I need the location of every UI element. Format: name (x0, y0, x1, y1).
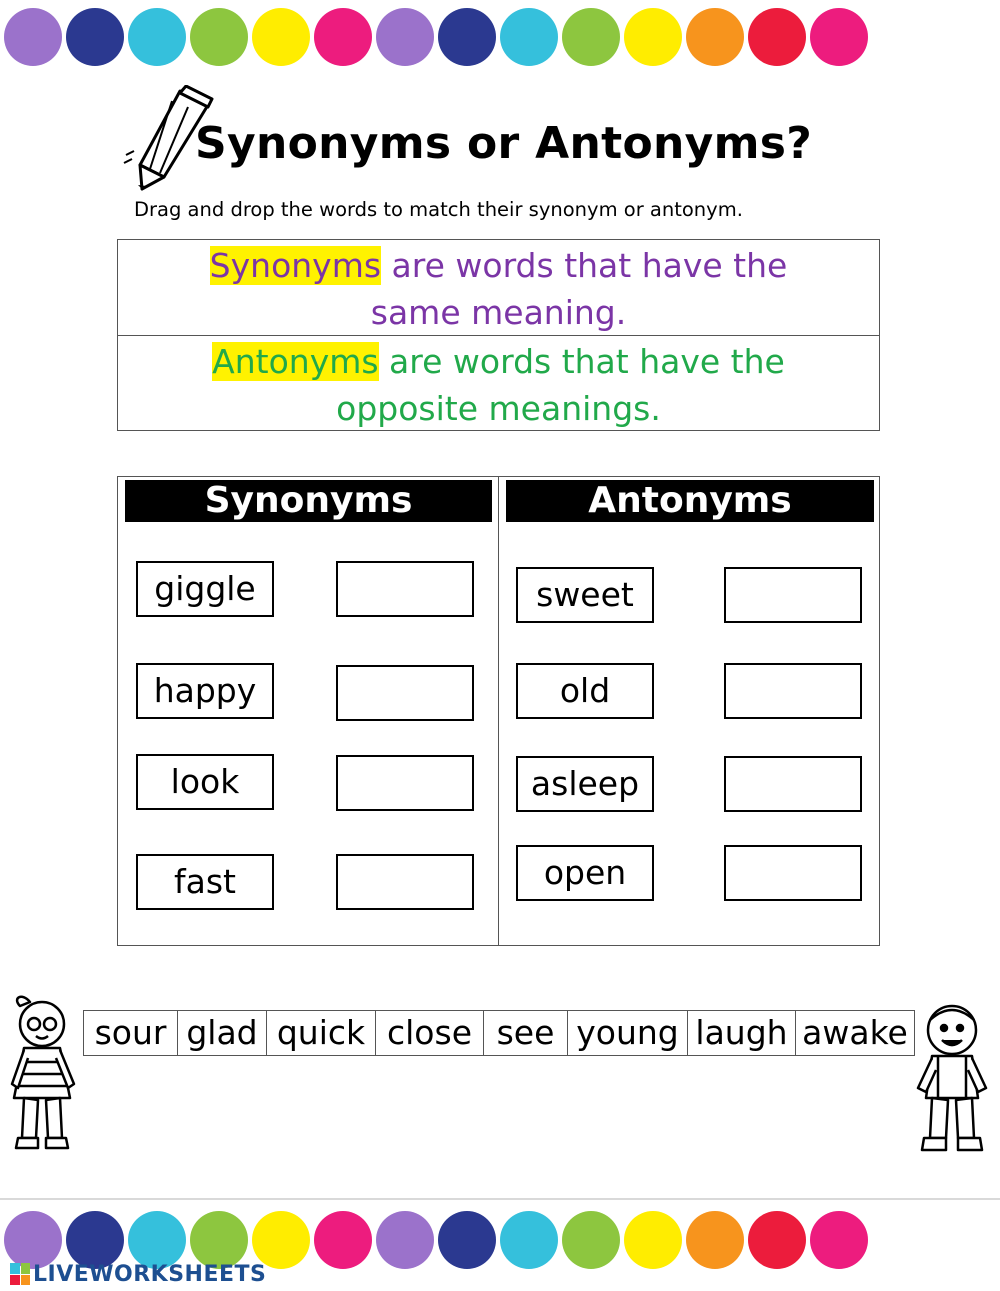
page-title: Synonyms or Antonyms? (195, 118, 813, 169)
decorative-dot (4, 8, 62, 66)
word-bank-item[interactable]: quick (267, 1011, 376, 1055)
word-bank-item[interactable]: close (376, 1011, 484, 1055)
word-bank-item[interactable]: laugh (688, 1011, 796, 1055)
antonym-word-old: old (516, 663, 654, 719)
decorative-dot (624, 8, 682, 66)
synonym-word-happy: happy (136, 663, 274, 719)
antonyms-column-header: Antonyms (506, 480, 874, 522)
matching-table (117, 476, 880, 946)
liveworksheets-logo (10, 1260, 266, 1288)
antonyms-definition (118, 336, 879, 432)
boy-illustration (912, 998, 992, 1163)
synonym-drop-target-3[interactable] (336, 755, 474, 811)
antonym-word-open: open (516, 845, 654, 901)
decorative-dot (252, 8, 310, 66)
liveworksheets-logo-icon (10, 1263, 30, 1285)
synonyms-definition (118, 240, 879, 336)
top-dot-border (0, 5, 1000, 69)
decorative-dot (376, 1211, 434, 1269)
word-bank-item[interactable]: glad (178, 1011, 267, 1055)
antonym-word-asleep: asleep (516, 756, 654, 812)
decorative-dot (190, 8, 248, 66)
synonym-word-fast: fast (136, 854, 274, 910)
antonym-drop-target-4[interactable] (724, 845, 862, 901)
decorative-dot (438, 8, 496, 66)
antonym-word-sweet: sweet (516, 567, 654, 623)
word-bank-item[interactable]: young (568, 1011, 688, 1055)
synonym-drop-target-2[interactable] (336, 665, 474, 721)
decorative-dot (438, 1211, 496, 1269)
decorative-dot (66, 8, 124, 66)
synonym-drop-target-1[interactable] (336, 561, 474, 617)
decorative-dot (686, 8, 744, 66)
bottom-divider (0, 1198, 1000, 1200)
word-bank-item[interactable]: awake (802, 1013, 908, 1052)
decorative-dot (810, 1211, 868, 1269)
girl-illustration (8, 988, 88, 1158)
synonym-word-giggle: giggle (136, 561, 274, 617)
synonym-word-look: look (136, 754, 274, 810)
column-divider (498, 477, 499, 945)
word-bank (83, 1010, 915, 1056)
word-bank-item[interactable]: see (484, 1011, 568, 1055)
liveworksheets-logo-text: LIVEWORKSHEETS (33, 1261, 267, 1287)
synonyms-term: Synonyms (209, 246, 382, 285)
instructions: Drag and drop the words to match their synonym or antonym. (134, 198, 743, 221)
decorative-dot (624, 1211, 682, 1269)
decorative-dot (314, 8, 372, 66)
synonyms-column-header: Synonyms (125, 480, 492, 522)
decorative-dot (748, 8, 806, 66)
decorative-dot (748, 1211, 806, 1269)
decorative-dot (562, 1211, 620, 1269)
decorative-dot (686, 1211, 744, 1269)
antonym-drop-target-2[interactable] (724, 663, 862, 719)
synonym-drop-target-4[interactable] (336, 854, 474, 910)
decorative-dot (500, 8, 558, 66)
decorative-dot (500, 1211, 558, 1269)
decorative-dot (314, 1211, 372, 1269)
antonyms-definition-line1: are words that have the (378, 342, 785, 381)
antonyms-definition-line2: opposite meanings. (336, 389, 661, 428)
antonym-drop-target-1[interactable] (724, 567, 862, 623)
decorative-dot (562, 8, 620, 66)
definitions-box (117, 239, 880, 431)
antonym-drop-target-3[interactable] (724, 756, 862, 812)
decorative-dot (376, 8, 434, 66)
decorative-dot (128, 8, 186, 66)
word-bank-item[interactable]: sour (84, 1011, 178, 1055)
synonyms-definition-line1: are words that have the (381, 246, 788, 285)
decorative-dot (810, 8, 868, 66)
antonyms-term: Antonyms (212, 342, 379, 381)
synonyms-definition-line2: same meaning. (370, 293, 627, 332)
